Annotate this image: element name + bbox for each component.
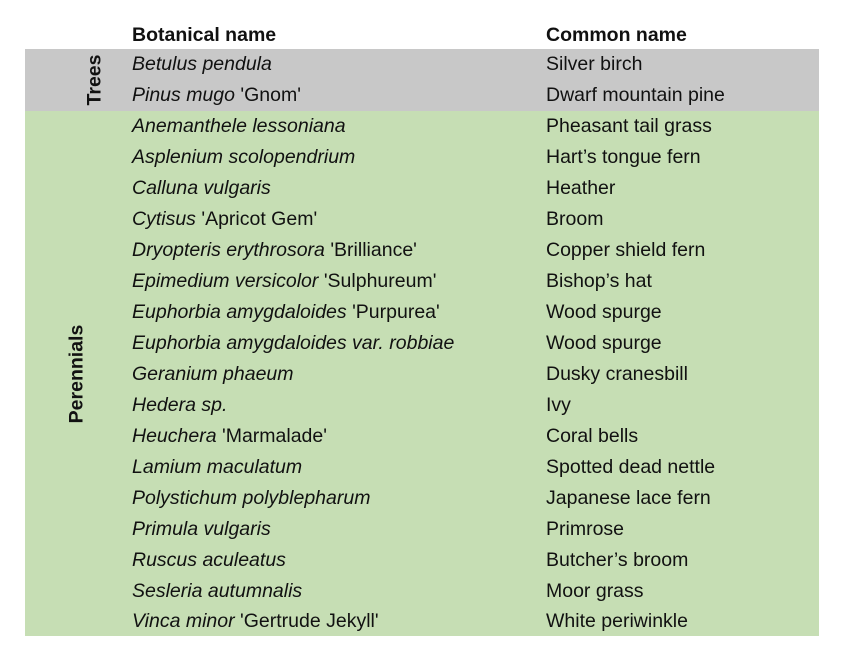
botanical-name-italic: Dryopteris erythrosora xyxy=(132,239,325,261)
common-name-cell: Primrose xyxy=(546,518,625,540)
botanical-name-italic: Lamium maculatum xyxy=(132,456,303,478)
common-name-cell: Silver birch xyxy=(546,53,643,75)
table-row xyxy=(25,545,819,576)
table-row xyxy=(25,173,819,204)
cultivar-name: 'Gertrude Jekyll' xyxy=(234,610,379,632)
table-row xyxy=(25,80,819,111)
common-name-cell: Broom xyxy=(546,208,604,230)
common-name-cell: Copper shield fern xyxy=(546,239,706,261)
botanical-name-cell xyxy=(132,545,286,576)
botanical-name-cell xyxy=(132,297,440,328)
botanical-name-cell xyxy=(132,359,294,390)
botanical-name-italic: Sesleria autumnalis xyxy=(132,580,303,602)
header-common-name: Common name xyxy=(546,24,687,46)
cultivar-name: 'Brilliance' xyxy=(324,239,417,261)
common-name-cell: Butcher’s broom xyxy=(546,549,689,571)
table-row xyxy=(25,297,819,328)
perennials-group xyxy=(25,111,819,636)
botanical-name-italic: Polystichum polyblepharum xyxy=(132,487,371,509)
botanical-name-italic: Euphorbia amygdaloides xyxy=(132,301,347,323)
botanical-name-italic: Pinus mugo xyxy=(132,84,235,106)
botanical-name-italic: Hedera sp. xyxy=(132,394,228,416)
table-row xyxy=(25,421,819,452)
botanical-name-cell xyxy=(132,452,302,483)
header-botanical-name: Botanical name xyxy=(132,24,277,46)
table-row xyxy=(25,142,819,173)
common-name-cell: Moor grass xyxy=(546,580,644,602)
botanical-name-italic: Betulus pendula xyxy=(132,53,272,75)
botanical-name-cell xyxy=(132,390,227,421)
botanical-name-cell xyxy=(132,328,454,359)
common-name-cell: White periwinkle xyxy=(546,610,688,632)
botanical-name-cell xyxy=(132,483,370,514)
botanical-name-italic: Heuchera xyxy=(132,425,217,447)
common-name-cell: Wood spurge xyxy=(546,332,662,354)
botanical-name-italic: Anemanthele lessoniana xyxy=(132,115,346,137)
botanical-name-cell xyxy=(132,514,271,545)
perennials-group-label: Perennials xyxy=(65,324,88,423)
common-name-cell: Bishop’s hat xyxy=(546,270,652,292)
common-name-cell: Hart’s tongue fern xyxy=(546,146,701,168)
table-row xyxy=(25,390,819,421)
common-name-cell: Japanese lace fern xyxy=(546,487,711,509)
common-name-cell: Dwarf mountain pine xyxy=(546,84,725,106)
table-row xyxy=(25,359,819,390)
table-row xyxy=(25,235,819,266)
common-name-cell: Dusky cranesbill xyxy=(546,363,688,385)
table-row xyxy=(25,452,819,483)
common-name-cell: Spotted dead nettle xyxy=(546,456,716,478)
botanical-name-italic: Cytisus xyxy=(132,208,196,230)
botanical-name-cell xyxy=(132,80,301,111)
cultivar-name: 'Apricot Gem' xyxy=(195,208,318,230)
botanical-name-italic: Primula vulgaris xyxy=(132,518,271,540)
table-row xyxy=(25,606,819,637)
botanical-name-italic: Vinca minor xyxy=(132,610,235,632)
botanical-name-cell xyxy=(132,421,327,452)
botanical-name-italic: Asplenium scolopendrium xyxy=(132,146,356,168)
table-row xyxy=(25,483,819,514)
table-row xyxy=(25,514,819,545)
cultivar-name: 'Sulphureum' xyxy=(318,270,437,292)
botanical-name-italic: Euphorbia amygdaloides var. robbiae xyxy=(132,332,455,354)
botanical-name-cell xyxy=(132,235,417,266)
table-row xyxy=(25,266,819,297)
common-name-cell: Coral bells xyxy=(546,425,639,447)
trees-group-label: Trees xyxy=(83,54,106,106)
botanical-name-italic: Geranium phaeum xyxy=(132,363,294,385)
cultivar-name: 'Marmalade' xyxy=(216,425,327,447)
botanical-name-italic: Ruscus aculeatus xyxy=(132,549,286,571)
common-name-cell: Wood spurge xyxy=(546,301,662,323)
cultivar-name: 'Gnom' xyxy=(234,84,301,106)
botanical-name-cell xyxy=(132,266,436,297)
botanical-name-cell xyxy=(132,606,379,637)
trees-group xyxy=(25,49,819,111)
common-name-cell: Heather xyxy=(546,177,616,199)
botanical-name-cell xyxy=(132,111,346,142)
table-row xyxy=(25,204,819,235)
botanical-name-cell xyxy=(132,204,317,235)
table-row xyxy=(25,576,819,607)
table-row xyxy=(25,111,819,142)
botanical-name-cell xyxy=(132,173,271,204)
table-header-row xyxy=(0,22,846,48)
common-name-cell: Pheasant tail grass xyxy=(546,115,712,137)
botanical-name-cell xyxy=(132,49,272,80)
common-name-cell: Ivy xyxy=(546,394,571,416)
botanical-name-italic: Epimedium versicolor xyxy=(132,270,319,292)
botanical-name-cell xyxy=(132,142,355,173)
botanical-name-cell xyxy=(132,576,302,607)
cultivar-name: 'Purpurea' xyxy=(346,301,440,323)
table-row xyxy=(25,328,819,359)
botanical-name-italic: Calluna vulgaris xyxy=(132,177,271,199)
table-row xyxy=(25,49,819,80)
